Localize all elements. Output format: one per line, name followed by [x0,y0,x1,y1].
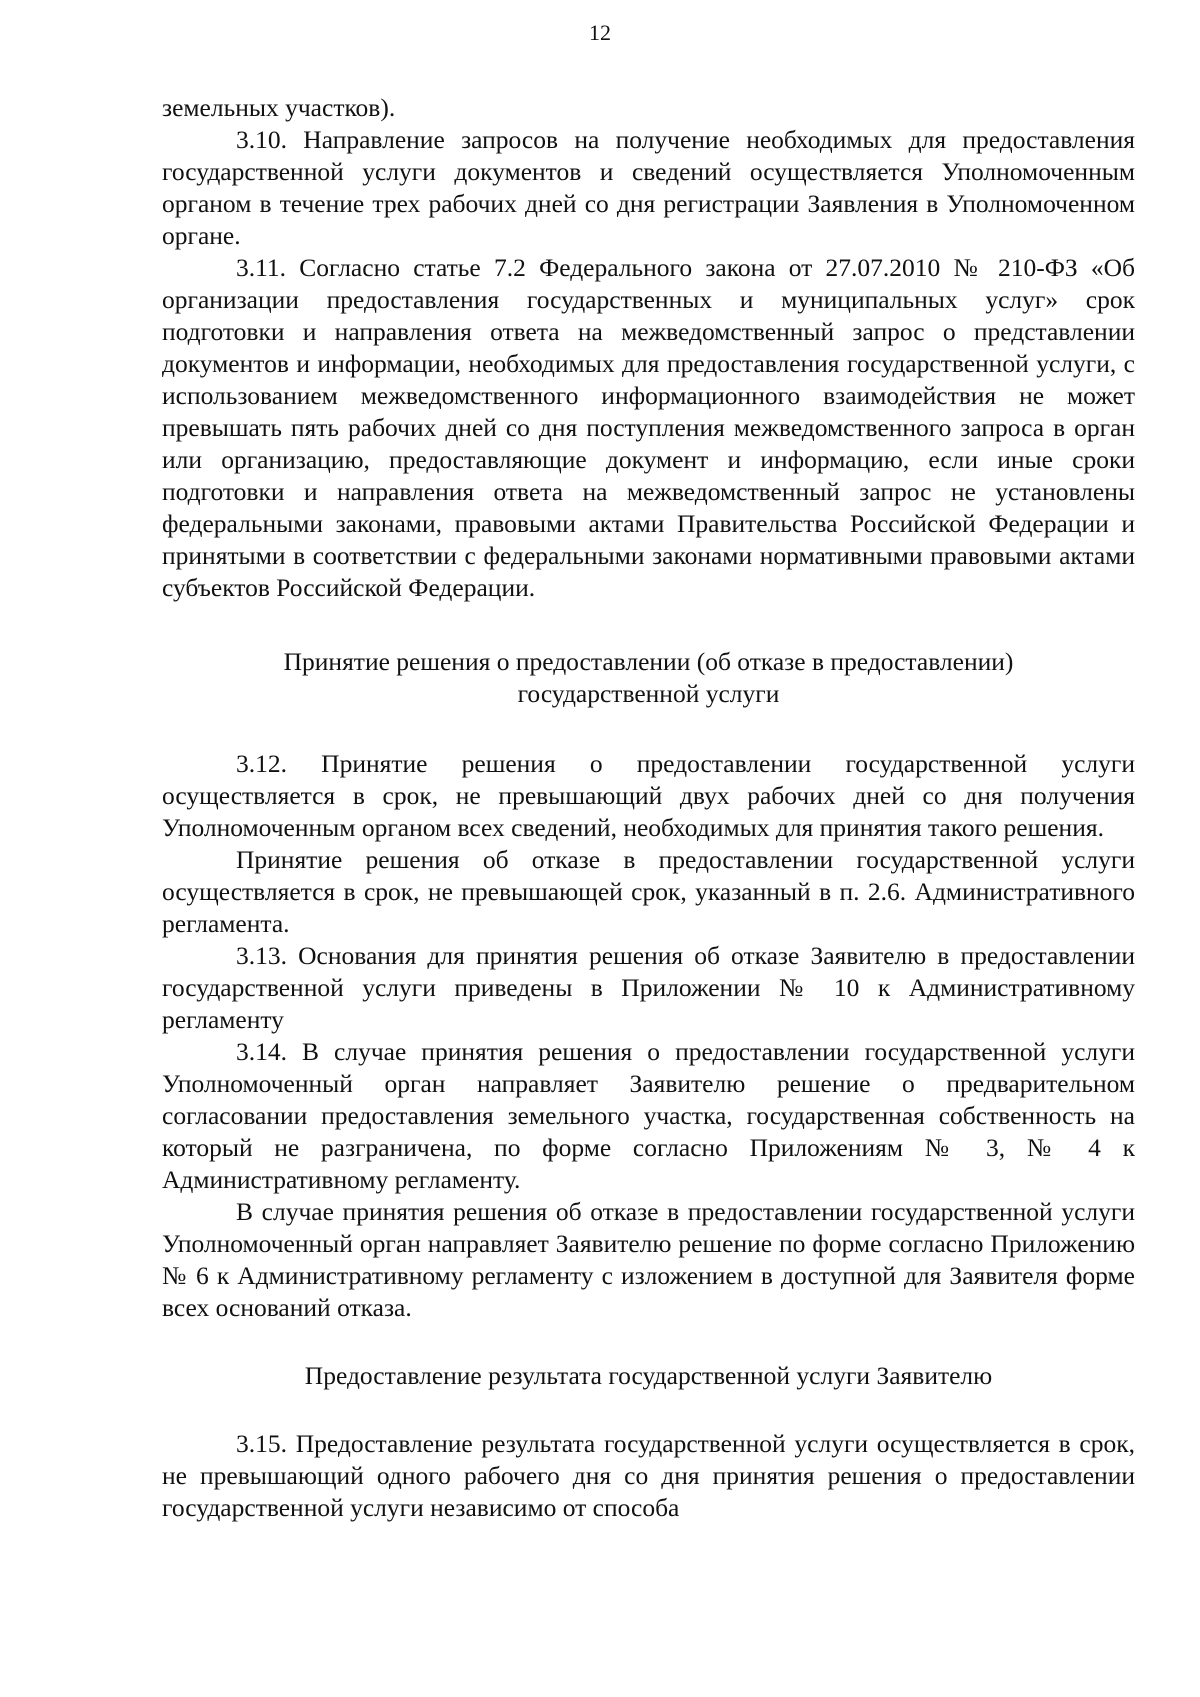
paragraph-3-11: 3.11. Согласно статье 7.2 Федерального закона от 27.07.2010 № 210-ФЗ «Об организации предоставления государственных и муниципальных услуг» срок подготовки и направления ответа на межведомственный запрос о представлении документов и информации, необходимых для предоставления государственной услуги, с использованием межведомственного информационного взаимодействия не может превышать пять рабочих дней со дня поступления межведомственного запроса в орган или организацию, предоставляющие документ и информацию, если иные сроки подготовки и направления ответа на межведомственный запрос не установлены федеральными законами, правовыми актами Правительства Российской Федерации и принятыми в соответствии с федеральными законами нормативными правовыми актами субъектов Российской Федерации. [162,253,1135,602]
page-number: 12 [589,20,611,45]
paragraph-continuation: земельных участков). [162,93,396,122]
section-heading-decision [162,646,1135,710]
paragraph-3-12: 3.12. Принятие решения о предоставлении государственной услуги осуществляется в срок, не превышающий двух рабочих дней со дня получения Уполномоченным органом всех сведений, необходимых для принятия такого решения. [162,749,1135,842]
section-heading-result: Предоставление результата государственной услуги Заявителю [304,1361,993,1390]
paragraph-3-15: 3.15. Предоставление результата государственной услуги осуществляется в срок, не превышающий одного рабочего дня со дня принятия решения о предоставлении государственной услуги независимо от способа [162,1429,1135,1522]
paragraph-3-10: 3.10. Направление запросов на получение необходимых для предоставления государственной услуги документов и сведений осуществляется Уполномоченным органом в течение трех рабочих дней со дня регистрации Заявления в Уполномоченном органе. [162,125,1135,250]
section-heading-decision-line2: государственной услуги [517,679,780,708]
section-heading-decision-line1: Принятие решения о предоставлении (об отказе в предоставлении) [283,647,1014,676]
paragraph-refusal-decision: В случае принятия решения об отказе в предоставлении государственной услуги Уполномоченный орган направляет Заявителю решение по форме согласно Приложению № 6 к Административному регламенту с изложением в доступной для Заявителя форме всех оснований отказа. [162,1197,1135,1322]
paragraph-3-13: 3.13. Основания для принятия решения об отказе Заявителю в предоставлении государственной услуги приведены в Приложении № 10 к Административному регламенту [162,941,1135,1034]
paragraph-3-14: 3.14. В случае принятия решения о предоставлении государственной услуги Уполномоченный орган направляет Заявителю решение о предварительном согласовании предоставления земельного участка, государственная собственность на который не разграничена, по форме согласно Приложениям № 3, № 4 к Административному регламенту. [162,1037,1135,1194]
paragraph-refusal-term: Принятие решения об отказе в предоставлении государственной услуги осуществляется в срок, не превышающей срок, указанный в п. 2.6. Административного регламента. [162,845,1135,938]
document-body [162,92,1135,1524]
